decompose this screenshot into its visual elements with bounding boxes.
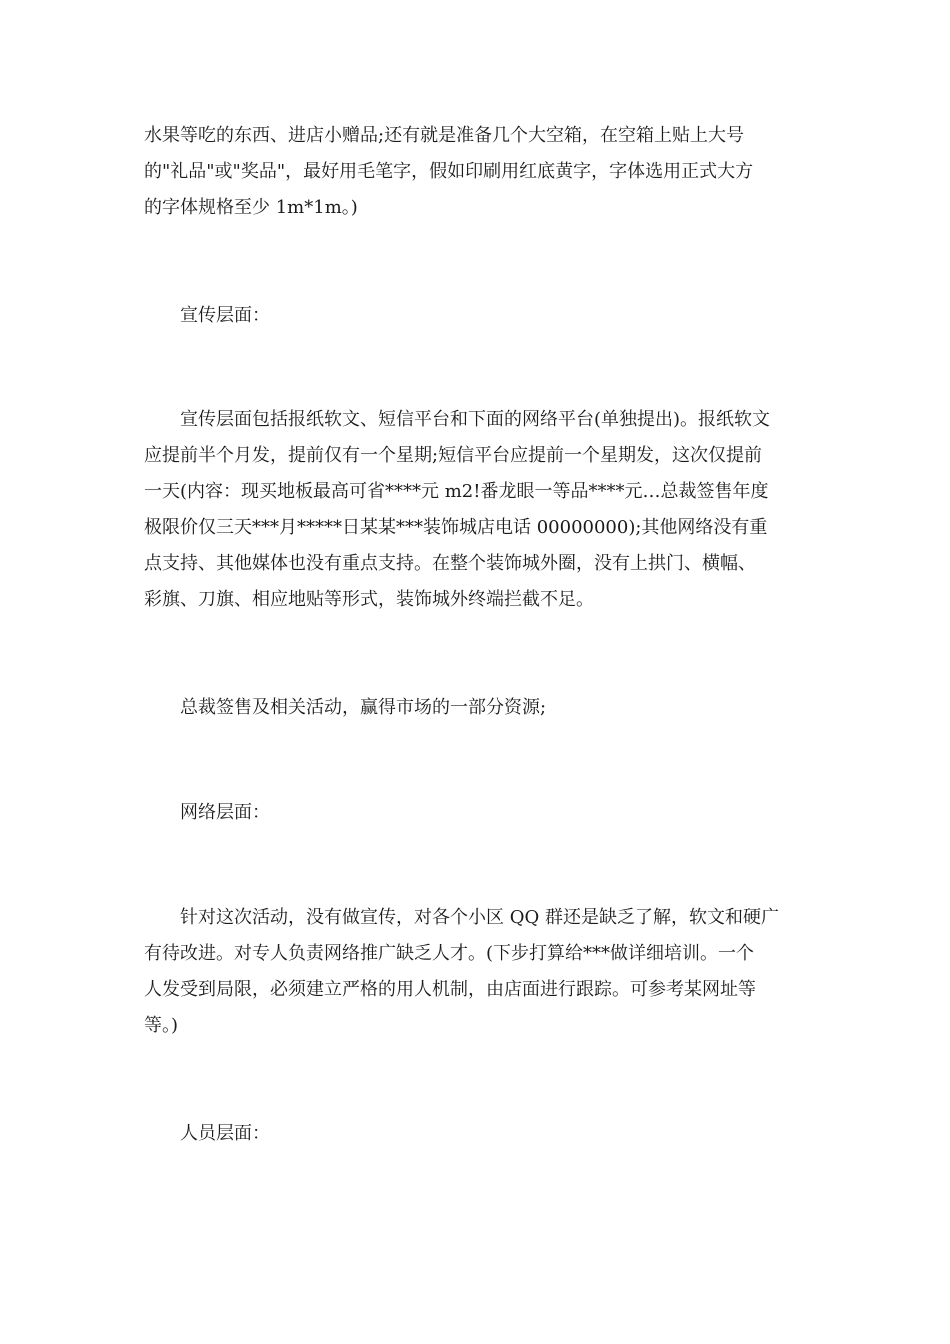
text-line: 的"礼品"或"奖品"，最好用毛笔字，假如印刷用红底黄字，字体选用正式大方 <box>144 161 754 182</box>
text-line: 人发受到局限，必须建立严格的用人机制，由店面进行跟踪。可参考某网址等 <box>144 979 756 1000</box>
text-line: 极限价仅三天***月*****日某某***装饰城店电话 00000000);其他网络没有重 <box>144 517 768 538</box>
text-line: 等。) <box>144 1015 179 1036</box>
text-line: 点支持、其他媒体也没有重点支持。在整个装饰城外圈，没有上拱门、横幅、 <box>144 553 756 574</box>
text-line: 针对这次活动，没有做宣传，对各个小区 QQ 群还是缺乏了解，软文和硬广 <box>144 907 779 928</box>
text-line: 有待改进。对专人负责网络推广缺乏人才。(下步打算给***做详细培训。一个 <box>144 943 755 964</box>
section-heading-personnel: 人员层面： <box>144 1123 270 1144</box>
section-heading-publicity: 宣传层面： <box>144 305 270 326</box>
text-line: 的字体规格至少 1m*1m。) <box>144 197 358 218</box>
text-line: 总裁签售及相关活动，赢得市场的一部分资源; <box>144 697 547 718</box>
text-line: 彩旗、刀旗、相应地贴等形式，装饰城外终端拦截不足。 <box>144 589 594 610</box>
section-heading-network: 网络层面： <box>144 802 270 823</box>
text-line: 应提前半个月发，提前仅有一个星期;短信平台应提前一个星期发，这次仅提前 <box>144 445 763 466</box>
text-line: 宣传层面包括报纸软文、短信平台和下面的网络平台(单独提出)。报纸软文 <box>144 409 771 430</box>
text-line: 水果等吃的东西、进店小赠品;还有就是准备几个大空箱，在空箱上贴上大号 <box>144 125 745 146</box>
text-line: 一天(内容：现买地板最高可省****元 m2!番龙眼一等品****元…总裁签售年度 <box>144 481 769 502</box>
